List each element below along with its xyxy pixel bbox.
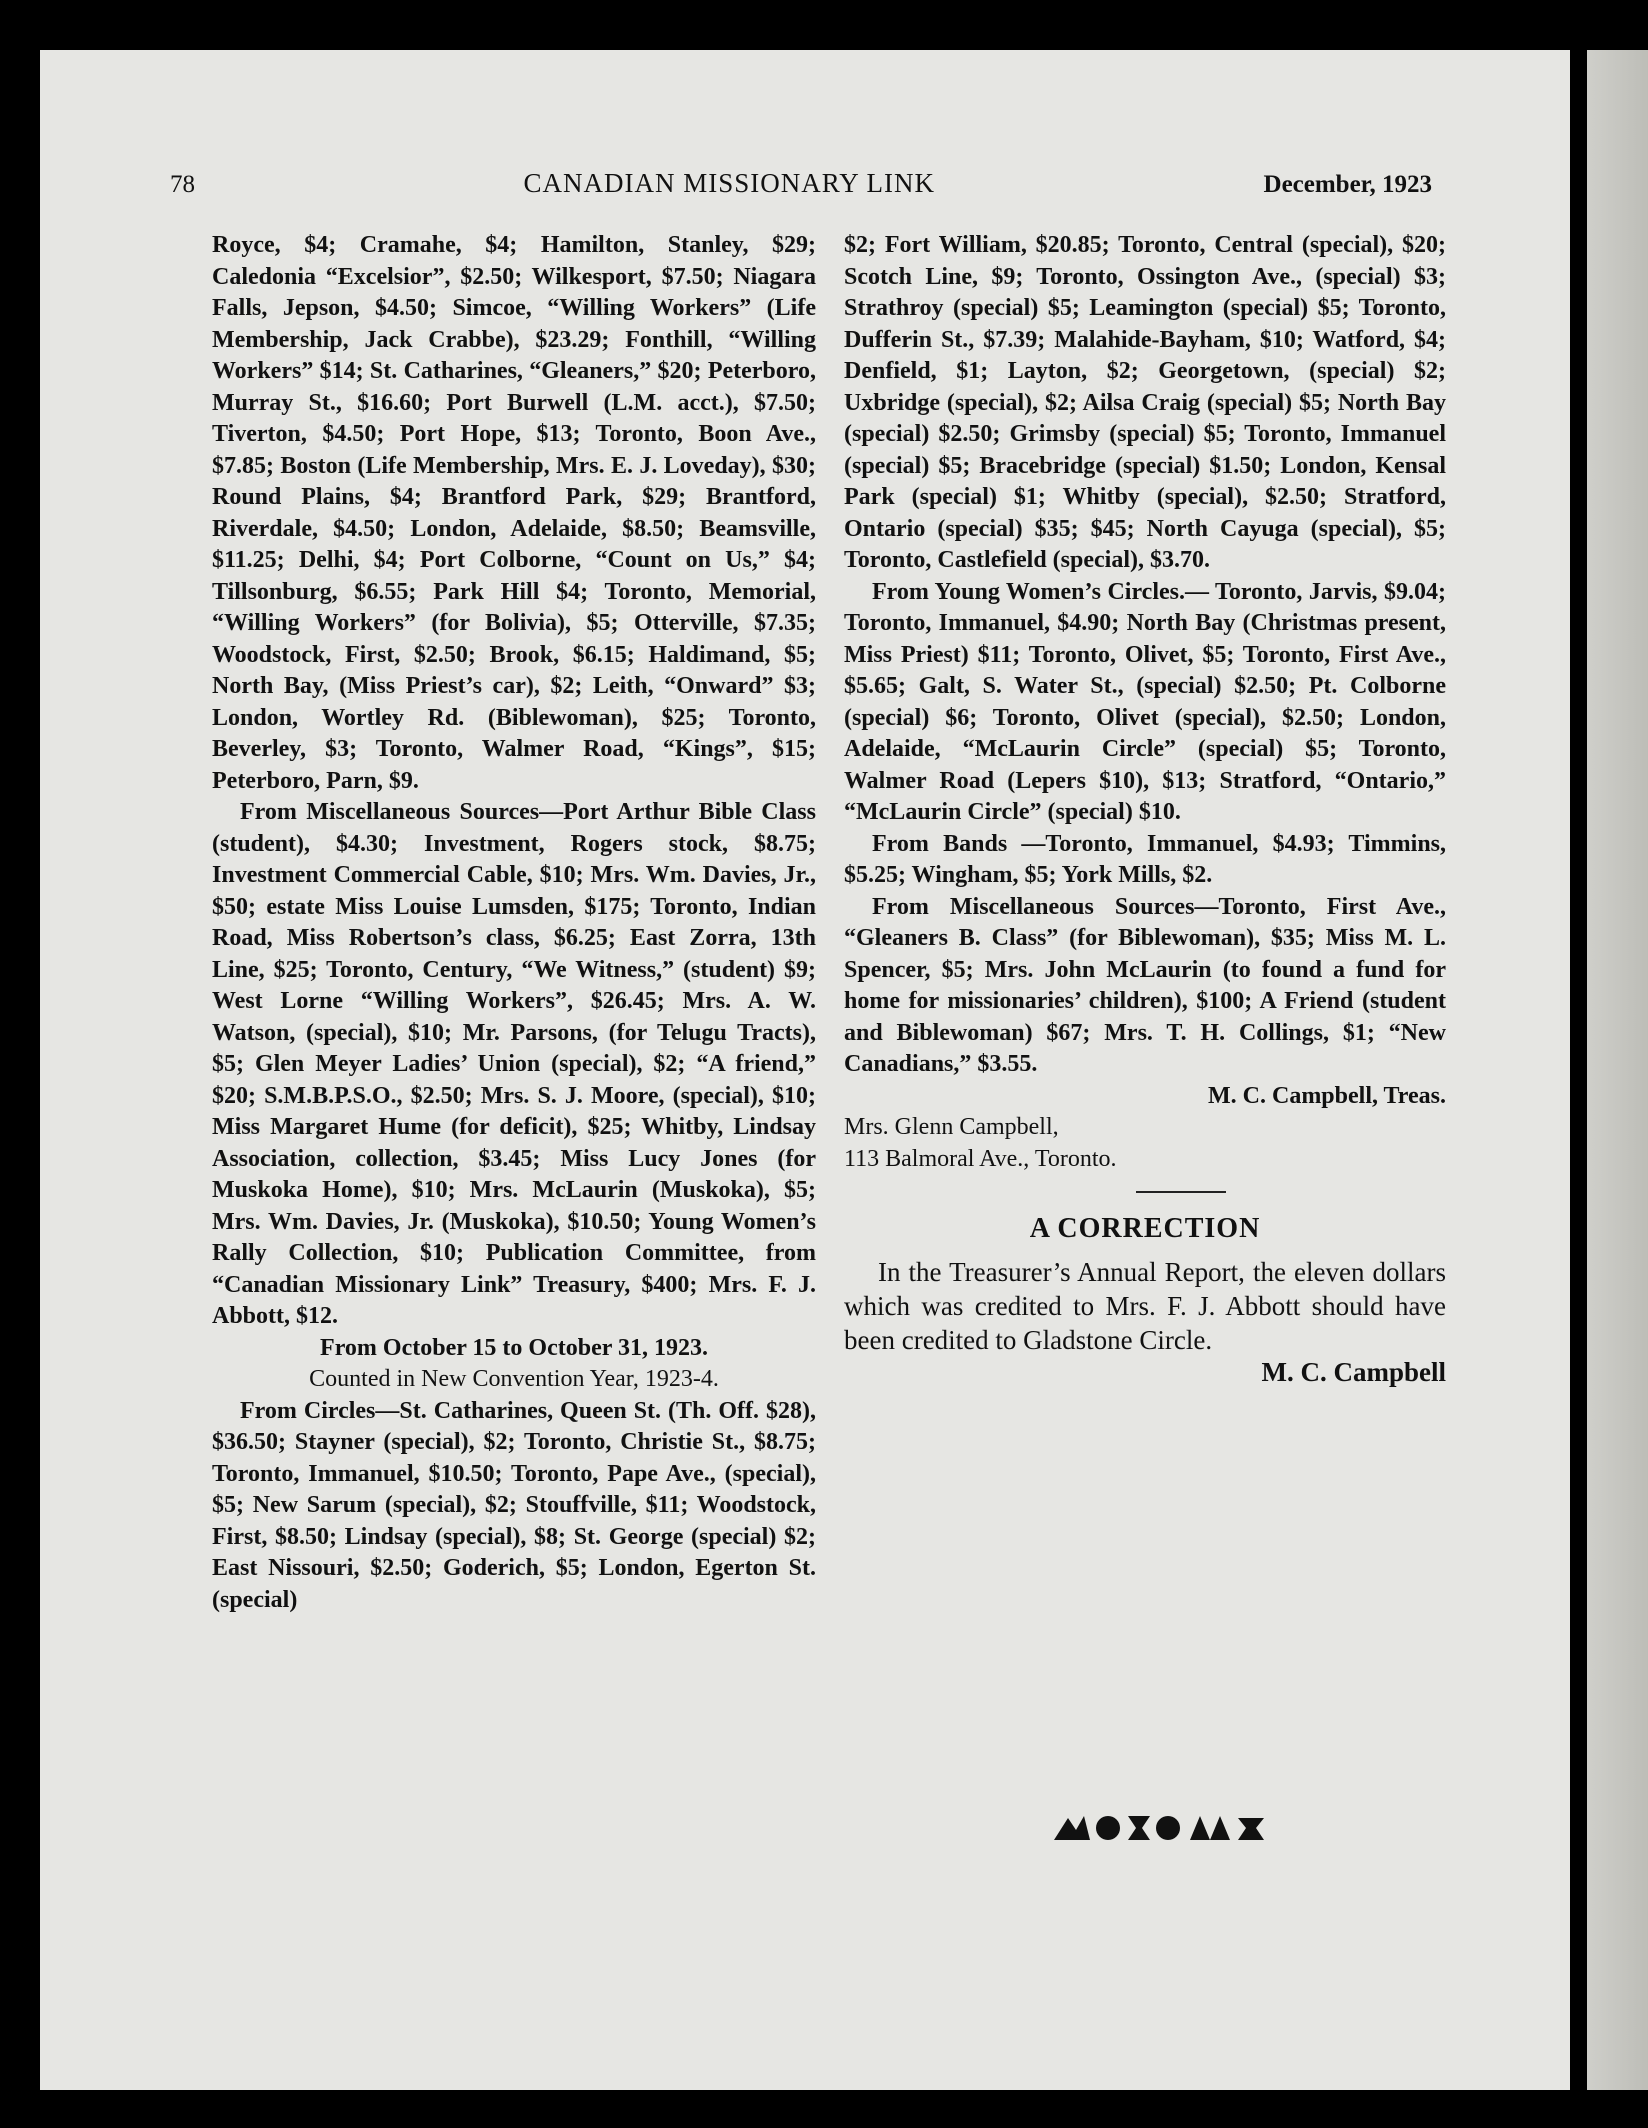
circles-continued-paragraph: $2; Fort William, $20.85; Toronto, Central (special), $20; Scotch Line, $9; Toronto, Ossington Ave., (special) $3; Strathroy (special) $5; Leamington (special) $5; Toronto, Dufferin St., $7.39; Malahide-Bayham, $10; Watford, $4; Denfield, $1; Layton, $2; Georgetown, (special) $2; Uxbridge (special), $2; Ailsa Craig (special) $5; North Bay (special) $2.50; Grimsby (special) $5; Toronto, Immanuel (special) $5; Bracebridge (special) $1.50; London, Kensal Park (special) $1; Whitby (special), $2.50; Stratford, Ontario (special) $35; $45; North Cayuga (special), $5; Toronto, Castlefield (special), $3.70. [844, 232, 1446, 573]
decorative-ornament-icon [1050, 1810, 1270, 1846]
circles-label: From Circles [240, 1397, 376, 1424]
correction-signature: M. C. Campbell [1261, 1356, 1446, 1387]
section-divider [1136, 1191, 1226, 1193]
correction-heading: A CORRECTION [1029, 1213, 1261, 1244]
page-header [170, 168, 1432, 199]
left-column [212, 230, 816, 1616]
circles-paragraph [212, 1396, 816, 1617]
young-womens-circles-text: — Toronto, Jarvis, $9.04; Toronto, Immanuel, $4.90; North Bay (Christmas present, Miss Priest) $11; Toronto, Olivet, $5; Toronto, First Ave., $5.65; Galt, S. Water St., (special) $2.50; Pt. Colborne (special) $6; Toronto, Olivet (special), $2.50; London, Adelaide, “McLaurin Circle” (special) $5; Toronto, Walmer Road (Lepers $10), $13; Stratford, “Ontario,” “McLaurin Circle” (special) $10. [844, 578, 1446, 825]
donations-paragraph: Royce, $4; Cramahe, $4; Hamilton, Stanley, $29; Caledonia “Excelsior”, $2.50; Wilkesport, $7.50; Niagara Falls, Jepson, $4.50; Simcoe, “Willing Workers” (Life Membership, Jack Crabbe), $23.29; Fonthill, “Willing Workers” $14; St. Catharines, “Gleaners,” $20; Peterboro, Murray St., $16.60; Port Burwell (L.M. acct.), $7.50; Tiverton, $4.50; Port Hope, $13; Toronto, Boon Ave., $7.85; Boston (Life Membership, Mrs. E. J. Loveday), $30; Round Plains, $4; Brantford Park, $29; Brantford, Riverdale, $4.50; London, Adelaide, $8.50; Beamsville, $11.25; Delhi, $4; Port Colborne, “Count on Us,” $4; Tillsonburg, $6.55; Park Hill $4; Toronto, Memorial, “Willing Workers” (for Bolivia), $5; Otterville, $7.35; Woodstock, First, $2.50; Brook, $6.15; Haldimand, $5; North Bay, (Miss Priest’s car), $2; Leith, “Onward” $3; London, Wortley Rd. (Biblewoman), $25; Toronto, Beverley, $3; Toronto, Walmer Road, “Kings”, $15; Peterboro, Parn, $9. [212, 232, 816, 794]
right-column [844, 230, 1446, 1388]
misc-sources-right-label: From Miscellaneous Sources [872, 893, 1195, 920]
bands-text: —Toronto, Immanuel, $4.93; Timmins, $5.25; Wingham, $5; York Mills, $2. [844, 830, 1447, 888]
issue-date: December, 1923 [1263, 171, 1432, 198]
misc-sources-label: From Miscellaneous Sources [240, 799, 540, 825]
address-name: Mrs. Glenn Campbell, [844, 1114, 1059, 1140]
misc-sources-right-text: —Toronto, First Ave., “Gleaners B. Class” (for Biblewoman), $35; Miss M. L. Spencer, $5; Mrs. John McLaurin (to found a fund for home for missionaries’ children), $100; A Friend (student and Biblewoman) $67; Mrs. T. H. Collings, $1; “New Canadians,” $3.55. [844, 893, 1446, 1077]
correction-body: In the Treasurer’s Annual Report, the eleven dollars which was credited to Mrs. F. J. Abbott should have been credited to Gladstone Circle. [844, 1256, 1446, 1355]
treasurer-signature: M. C. Campbell, Treas. [1208, 1082, 1446, 1109]
misc-sources-text: —Port Arthur Bible Class (student), $4.30; Investment, Rogers stock, $8.75; Investment Commercial Cable, $10; Mrs. Wm. Davies, Jr., $50; estate Miss Louise Lumsden, $175; Toronto, Indian Road, Miss Robertson’s class, $6.25; East Zorra, 13th Line, $25; Toronto, Century, “We Witness,” (student) $9; West Lorne “Willing Workers”, $26.45; Mrs. A. W. Watson, (special), $10; Mr. Parsons, (for Telugu Tracts), $5; Glen Meyer Ladies’ Union (special), $2; “A friend,” $20; S.M.B.P.S.O., $2.50; Mrs. S. J. Moore, (special), $10; Miss Margaret Hume (for deficit), $25; Whitby, Lindsay Association, collection, $3.45; Miss Lucy Jones (for Muskoka Home), $10; Mrs. McLaurin (Muskoka), $5; Mrs. Wm. Davies, Jr. (Muskoka), $10.50; Young Women’s Rally Collection, $10; Publication Committee, from “Canadian Missionary Link” Treasury, $400; Mrs. F. J. Abbott, $12. [212, 799, 816, 1329]
period-subheading: Counted in New Convention Year, 1923-4. [309, 1366, 719, 1392]
young-womens-circles-label: From Young Women’s Circles. [872, 578, 1185, 605]
misc-sources-right-paragraph [844, 892, 1446, 1081]
bands-label: From Bands [872, 830, 1008, 857]
bands-paragraph [844, 829, 1446, 892]
page-number: 78 [170, 171, 195, 198]
adjacent-page-edge [1575, 50, 1648, 2090]
young-womens-circles-paragraph [844, 577, 1446, 829]
circles-text: —St. Catharines, Queen St. (Th. Off. $28), $36.50; Stayner (special), $2; Toronto, Christie St., $8.75; Toronto, Immanuel, $10.50; Toronto, Pape Ave., (special), $5; New Sarum (special), $2; Stouffville, $11; Woodstock, First, $8.50; Lindsay (special), $8; St. George (special) $2; East Nissouri, $2.50; Goderich, $5; London, Egerton St. (special) [212, 1397, 817, 1613]
publication-title: CANADIAN MISSIONARY LINK [523, 168, 936, 198]
misc-sources-paragraph [212, 797, 816, 1333]
address-street: 113 Balmoral Ave., Toronto. [844, 1145, 1117, 1172]
period-heading: From October 15 to October 31, 1923. [320, 1334, 708, 1361]
